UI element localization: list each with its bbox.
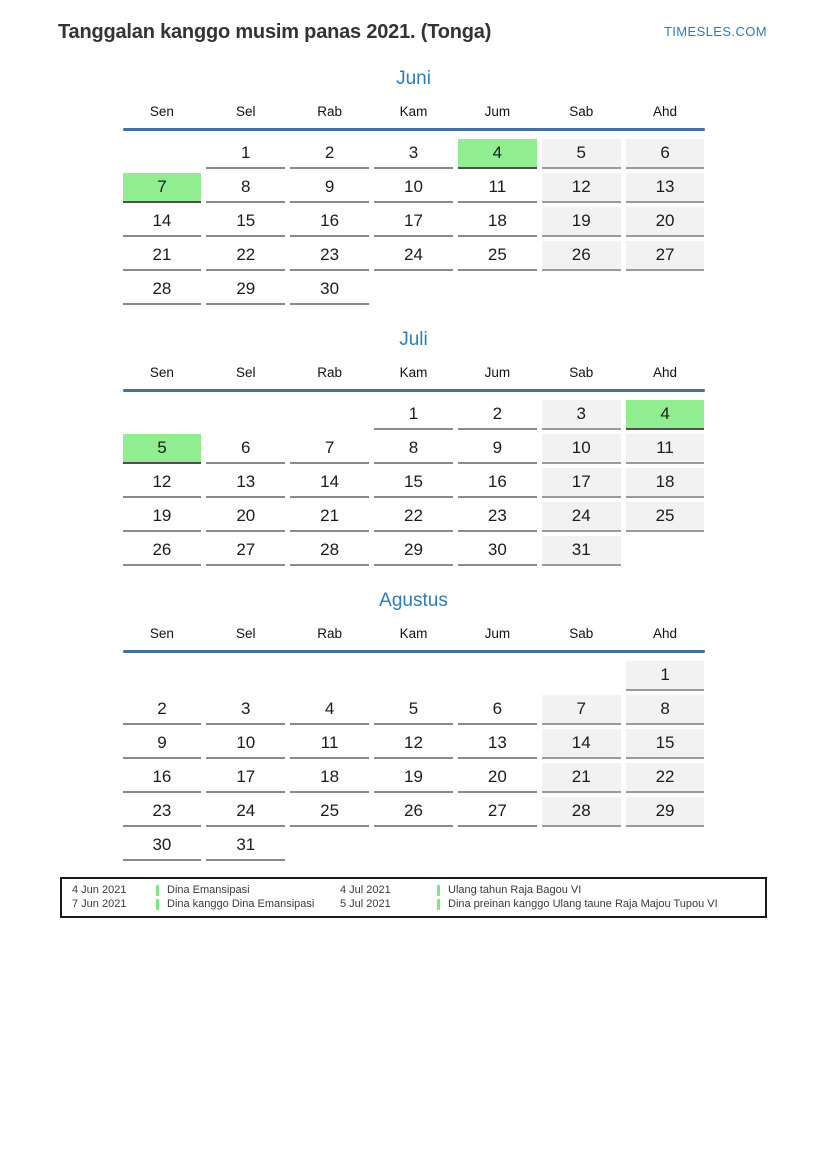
day-cell: 20 [458,763,537,793]
week-row [123,536,705,566]
holiday-marker-icon [156,885,159,896]
day-cell: 30 [290,275,369,305]
day-cell: 4 [290,695,369,725]
week-row [123,275,705,305]
day-cell-holiday: 5 [123,434,202,464]
day-cell: 21 [542,763,621,793]
day-cell: 5 [542,139,621,169]
day-cell-empty [374,275,453,305]
day-cell: 2 [458,400,537,430]
day-cell: 11 [626,434,705,464]
day-cell-empty [458,831,537,861]
day-cell: 14 [123,207,202,237]
day-cell: 23 [290,241,369,271]
holiday-legend [60,877,767,918]
page-title: Tanggalan kanggo musim panas 2021. (Tonga) [58,21,492,43]
week-row [123,729,705,759]
weekday-label: Sel [236,104,256,119]
weekday-label: Ahd [653,104,678,119]
day-cell-empty [626,536,705,566]
day-cell: 18 [290,763,369,793]
week-row [123,400,705,430]
header-divider-line [123,389,705,392]
day-cell: 25 [458,241,537,271]
weekday-label: Sen [149,365,174,380]
day-cell: 11 [290,729,369,759]
calendar-month-juni [123,68,705,305]
legend-label-text: Dina Emansipasi [167,884,250,896]
day-cell-empty [123,400,202,430]
day-cell: 21 [290,502,369,532]
weekday-header-row [123,365,705,381]
weekday-label: Jum [484,626,511,641]
weekday-label: Sen [149,626,174,641]
day-cell-empty [458,275,537,305]
header-divider-line [123,128,705,131]
legend-label [437,883,755,897]
weekday-label: Sab [569,365,594,380]
legend-date: 4 Jun 2021 [72,884,127,896]
day-cell: 7 [290,434,369,464]
day-cell: 14 [290,468,369,498]
day-cell: 29 [626,797,705,827]
day-cell: 16 [290,207,369,237]
day-cell-empty [374,661,453,691]
page-header [0,0,827,44]
week-row [123,695,705,725]
day-cell: 31 [206,831,285,861]
day-cell: 12 [374,729,453,759]
day-cell: 1 [206,139,285,169]
weekday-label: Jum [484,365,511,380]
day-cell: 5 [374,695,453,725]
day-cell-empty [626,831,705,861]
weekday-label: Jum [484,104,511,119]
weekday-label: Rab [317,365,343,380]
week-row [123,207,705,237]
day-cell: 19 [374,763,453,793]
day-cell: 15 [206,207,285,237]
day-cell-empty [290,661,369,691]
legend-row [72,897,755,911]
day-cell: 6 [206,434,285,464]
day-cell: 17 [374,207,453,237]
day-cell-empty [374,831,453,861]
day-cell: 28 [123,275,202,305]
day-cell: 16 [123,763,202,793]
day-cell: 8 [626,695,705,725]
day-cell: 2 [123,695,202,725]
day-cell: 29 [374,536,453,566]
day-cell: 12 [123,468,202,498]
day-cell-empty [290,831,369,861]
day-cell-holiday: 7 [123,173,202,203]
weekday-label: Kam [399,626,428,641]
day-cell: 10 [374,173,453,203]
week-row [123,468,705,498]
day-cell: 24 [542,502,621,532]
day-cell: 1 [626,661,705,691]
day-cell: 10 [206,729,285,759]
day-cell: 27 [626,241,705,271]
day-cell: 7 [542,695,621,725]
day-cell: 18 [458,207,537,237]
holiday-marker-icon [437,885,440,896]
weekday-label: Rab [317,626,343,641]
day-cell: 25 [290,797,369,827]
weekday-header-row [123,626,705,642]
day-cell: 18 [626,468,705,498]
day-cell: 3 [542,400,621,430]
day-cell-empty [542,275,621,305]
legend-date: 4 Jul 2021 [340,884,391,896]
day-cell-empty [206,400,285,430]
week-row [123,241,705,271]
day-cell: 26 [123,536,202,566]
week-row [123,831,705,861]
day-cell: 12 [542,173,621,203]
week-row [123,502,705,532]
day-cell: 13 [626,173,705,203]
day-cell: 14 [542,729,621,759]
day-cell-holiday: 4 [626,400,705,430]
day-cell-empty [542,831,621,861]
day-cell: 29 [206,275,285,305]
weekday-label: Rab [317,104,343,119]
legend-date: 7 Jun 2021 [72,898,127,910]
week-row [123,139,705,169]
legend-label-text: Dina kanggo Dina Emansipasi [167,898,315,910]
day-cell: 21 [123,241,202,271]
day-cell: 23 [458,502,537,532]
day-cell: 16 [458,468,537,498]
day-cell: 6 [458,695,537,725]
day-cell: 20 [626,207,705,237]
legend-label-text: Dina preinan kanggo Ulang taune Raja Majou Tupou VI [448,898,718,910]
day-cell: 15 [374,468,453,498]
month-grid [123,139,705,305]
day-cell-empty [626,275,705,305]
day-cell: 13 [206,468,285,498]
day-cell: 22 [374,502,453,532]
day-cell: 28 [290,536,369,566]
day-cell: 25 [626,502,705,532]
header-divider-line [123,650,705,653]
week-row [123,661,705,691]
day-cell-holiday: 4 [458,139,537,169]
day-cell: 13 [458,729,537,759]
day-cell-empty [458,661,537,691]
weekday-label: Ahd [653,626,678,641]
day-cell: 10 [542,434,621,464]
day-cell: 27 [458,797,537,827]
day-cell: 11 [458,173,537,203]
weekday-label: Ahd [653,365,678,380]
day-cell-empty [123,661,202,691]
month-title: Agustus [379,590,448,611]
weekday-label: Sel [236,365,256,380]
weekday-label: Sel [236,626,256,641]
calendar-month-agustus [123,590,705,861]
day-cell-empty [290,400,369,430]
calendar-area [0,68,827,861]
day-cell: 6 [626,139,705,169]
calendar-month-juli [123,329,705,566]
day-cell: 19 [123,502,202,532]
day-cell: 19 [542,207,621,237]
holiday-marker-icon [437,899,440,910]
weekday-label: Kam [399,104,428,119]
day-cell: 30 [123,831,202,861]
day-cell: 26 [542,241,621,271]
week-row [123,173,705,203]
month-grid [123,661,705,861]
day-cell: 24 [206,797,285,827]
weekday-label: Sab [569,104,594,119]
day-cell: 3 [374,139,453,169]
day-cell: 23 [123,797,202,827]
day-cell: 3 [206,695,285,725]
legend-label [156,897,340,911]
month-title: Juni [396,68,431,89]
day-cell: 17 [542,468,621,498]
day-cell: 22 [626,763,705,793]
day-cell: 26 [374,797,453,827]
day-cell-empty [123,139,202,169]
month-grid [123,400,705,566]
legend-label [156,883,340,897]
day-cell: 9 [123,729,202,759]
day-cell-empty [206,661,285,691]
weekday-label: Sab [569,626,594,641]
day-cell-empty [542,661,621,691]
day-cell: 24 [374,241,453,271]
day-cell: 28 [542,797,621,827]
week-row [123,763,705,793]
day-cell: 15 [626,729,705,759]
day-cell: 20 [206,502,285,532]
brand-link[interactable]: TIMESLES.COM [663,24,767,39]
legend-date: 5 Jul 2021 [340,898,391,910]
day-cell: 22 [206,241,285,271]
legend-label-text: Ulang tahun Raja Bagou VI [448,884,582,896]
day-cell: 9 [458,434,537,464]
legend-row [72,883,755,897]
legend-label [437,897,755,911]
day-cell: 31 [542,536,621,566]
day-cell: 1 [374,400,453,430]
day-cell: 2 [290,139,369,169]
day-cell: 17 [206,763,285,793]
week-row [123,797,705,827]
weekday-header-row [123,104,705,120]
weekday-label: Kam [399,365,428,380]
day-cell: 9 [290,173,369,203]
week-row [123,434,705,464]
holiday-marker-icon [156,899,159,910]
day-cell: 27 [206,536,285,566]
day-cell: 8 [206,173,285,203]
day-cell: 8 [374,434,453,464]
day-cell: 30 [458,536,537,566]
month-title: Juli [399,329,428,350]
weekday-label: Sen [149,104,174,119]
